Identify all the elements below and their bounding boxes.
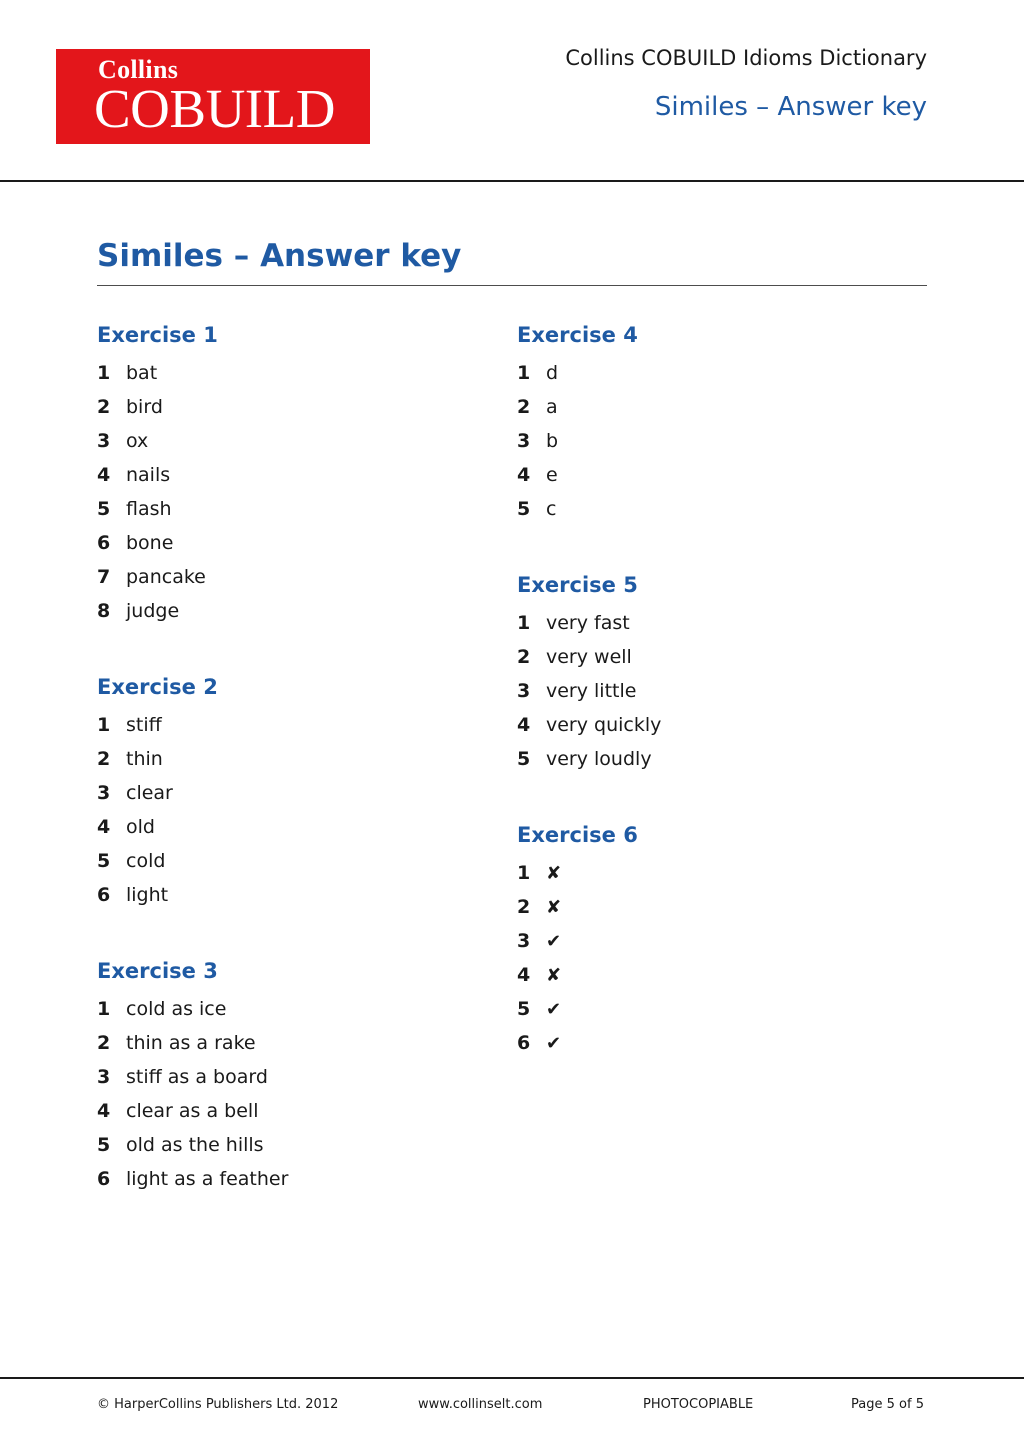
answer-item [517,924,917,958]
exercise-title: Exercise 5 [517,573,638,597]
answer-number: 5 [517,748,531,770]
answer-item [97,844,497,878]
answer-number: 1 [517,362,531,384]
answer-text: a [546,396,558,418]
answer-item [97,1060,497,1094]
answer-item [97,776,497,810]
answer-number: 2 [517,396,531,418]
answer-text: light [126,884,169,906]
answer-number: 5 [97,850,111,872]
check-icon: ✔ [546,930,562,952]
answer-number: 5 [97,498,111,520]
cross-icon: ✘ [546,964,562,986]
answer-item [97,424,497,458]
answer-item [517,424,917,458]
answer-text: b [546,430,559,452]
answer-number: 3 [517,430,531,452]
answer-text: stiff [126,714,162,736]
title-divider [97,285,927,286]
answer-text: light as a feather [126,1168,289,1190]
answer-text: thin [126,748,163,770]
answer-number: 2 [97,1032,111,1054]
check-icon: ✔ [546,998,562,1020]
exercise-block [517,568,917,776]
answer-number: 8 [97,600,111,622]
answer-number: 3 [97,782,111,804]
footer-website: www.collinselt.com [418,1397,543,1412]
answer-item [517,742,917,776]
answer-item [97,458,497,492]
answer-item [97,1162,497,1196]
answer-text: stiff as a board [126,1066,268,1088]
answer-text: flash [126,498,172,520]
answer-text: e [546,464,558,486]
answer-text: old [126,816,155,838]
answer-item [517,890,917,924]
answer-number: 4 [97,464,111,486]
answer-text: d [546,362,559,384]
answer-item [517,674,917,708]
header-divider [0,180,1024,182]
answer-item [517,708,917,742]
answer-number: 1 [97,362,111,384]
page-title: Similes – Answer key [97,238,462,274]
exercise-block [97,318,497,628]
answer-item [517,1026,917,1060]
answer-item [97,810,497,844]
answer-text: c [546,498,557,520]
answer-text: bone [126,532,174,554]
answer-text: nails [126,464,171,486]
answer-number: 3 [97,1066,111,1088]
answer-text: very loudly [546,748,652,770]
answer-item [517,640,917,674]
answer-item [517,390,917,424]
answer-item [97,560,497,594]
exercise-title: Exercise 2 [97,675,218,699]
answer-text: very well [546,646,632,668]
answer-item [97,1026,497,1060]
answer-item [97,526,497,560]
answer-number: 6 [517,1032,531,1054]
footer-page-number: Page 5 of 5 [851,1397,924,1412]
answer-number: 1 [517,862,531,884]
answer-item [97,1128,497,1162]
header-publication: Collins COBUILD Idioms Dictionary [565,46,927,70]
answer-item [517,958,917,992]
check-icon: ✔ [546,1032,562,1054]
answer-item [517,356,917,390]
logo-cobuild-text: COBUILD [94,78,335,139]
answer-number: 1 [97,998,111,1020]
answer-number: 1 [97,714,111,736]
answer-text: very fast [546,612,630,634]
exercise-block [517,818,917,1060]
answer-item [97,356,497,390]
answer-number: 6 [97,884,111,906]
answer-text: old as the hills [126,1134,264,1156]
answer-number: 3 [97,430,111,452]
exercise-title: Exercise 1 [97,323,218,347]
answer-text: ox [126,430,149,452]
answer-number: 3 [517,930,531,952]
answer-item [97,390,497,424]
answer-item [97,992,497,1026]
logo-collins-text: Collins [98,55,179,84]
answer-item [97,708,497,742]
exercise-title: Exercise 4 [517,323,638,347]
answer-number: 7 [97,566,111,588]
answer-item [97,878,497,912]
answer-number: 4 [97,1100,111,1122]
answer-item [97,742,497,776]
answer-number: 5 [517,998,531,1020]
answer-number: 2 [97,748,111,770]
collins-cobuild-logo [56,49,370,144]
answer-item [517,856,917,890]
answer-item [517,458,917,492]
answer-text: clear as a bell [126,1100,259,1122]
exercise-block [517,318,917,526]
answer-text: cold [126,850,166,872]
answer-item [517,492,917,526]
answer-text: bat [126,362,158,384]
answer-number: 4 [517,964,531,986]
answer-text: cold as ice [126,998,227,1020]
answer-item [517,606,917,640]
answer-text: very little [546,680,637,702]
answer-number: 3 [517,680,531,702]
answer-number: 4 [517,464,531,486]
answer-text: pancake [126,566,206,588]
answer-number: 4 [517,714,531,736]
exercise-title: Exercise 3 [97,959,218,983]
right-column [517,318,917,1102]
answer-number: 2 [97,396,111,418]
answer-number: 1 [517,612,531,634]
answer-item [97,492,497,526]
answer-number: 2 [517,646,531,668]
answer-text: bird [126,396,163,418]
answer-text: thin as a rake [126,1032,256,1054]
answer-number: 4 [97,816,111,838]
exercise-title: Exercise 6 [517,823,638,847]
footer-photocopiable: PHOTOCOPIABLE [643,1397,754,1412]
answer-number: 5 [97,1134,111,1156]
exercise-block [97,954,497,1196]
footer-divider [0,1377,1024,1379]
exercise-block [97,670,497,912]
header-title: Similes – Answer key [654,92,927,122]
left-column [97,318,497,1238]
answer-number: 5 [517,498,531,520]
answer-text: judge [126,600,180,622]
answer-item [97,594,497,628]
answer-number: 2 [517,896,531,918]
answer-text: very quickly [546,714,662,736]
answer-text: clear [126,782,173,804]
cross-icon: ✘ [546,862,562,884]
answer-item [517,992,917,1026]
answer-number: 6 [97,1168,111,1190]
footer-copyright: © HarperCollins Publishers Ltd. 2012 [97,1397,339,1412]
answer-item [97,1094,497,1128]
answer-number: 6 [97,532,111,554]
cross-icon: ✘ [546,896,562,918]
